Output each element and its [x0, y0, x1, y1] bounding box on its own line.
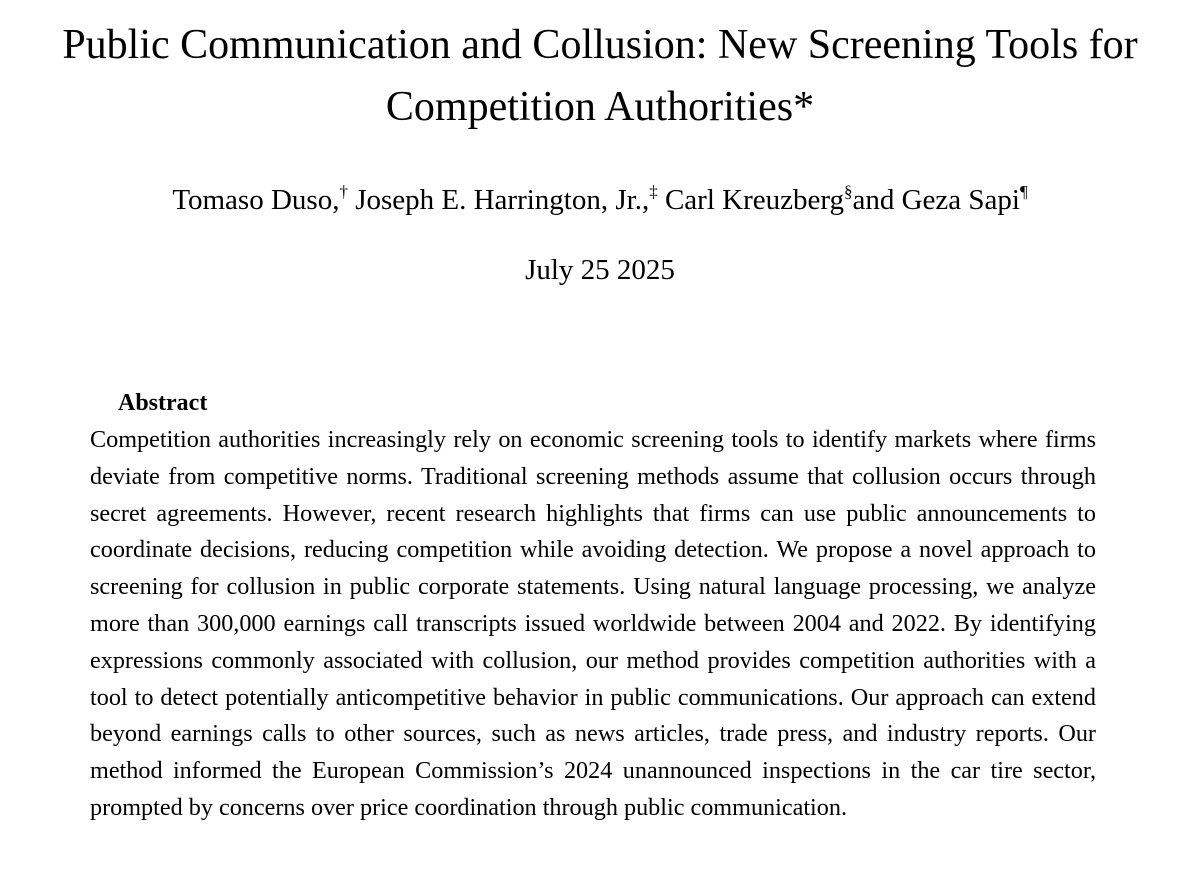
- abstract-text: Competition authorities increasingly rely on economic screening tools to identify markets where firms deviate from competitive norms. Traditional screening methods assume that collusion occurs through secret agreements. However, recent research highlights that firms can use public announcements to coordinate decisions, reducing competition while avoiding detection. We propose a novel approach to screening for collusion in public corporate statements. Using natural language processing, we analyze more than 300,000 earnings call transcripts issued worldwide between 2004 and 2022. By identifying expressions commonly associated with collusion, our method provides competition authorities with a tool to detect potentially anticompetitive behavior in public communications. Our approach can extend beyond earnings calls to other sources, such as news articles, trade press, and industry reports. Our method informed the European Commission’s 2024 unannounced inspections in the car tire sector, prompted by concerns over price coordination through public communication.: [90, 426, 1096, 821]
- author-footnote-mark: †: [339, 182, 348, 201]
- author-name: and Geza Sapi: [852, 184, 1020, 216]
- title-footnote-mark: *: [793, 84, 815, 130]
- author-name: Carl Kreuzberg: [664, 184, 844, 216]
- author-name: Joseph E. Harrington, Jr.,: [355, 184, 650, 216]
- abstract-heading: Abstract: [118, 390, 208, 416]
- author-footnote-mark: ‡: [649, 182, 658, 201]
- paper-title: [0, 14, 1200, 138]
- author-footnote-mark: ¶: [1019, 182, 1028, 201]
- paper-title-line-2: Competition Authorities: [385, 84, 794, 130]
- publication-date: July 25 2025: [525, 254, 675, 286]
- author-list: [0, 180, 1200, 220]
- author-name: Tomaso Duso,: [172, 184, 340, 216]
- author-footnote-mark: §: [843, 182, 853, 201]
- paper-title-line-1: Public Communication and Collusion: New Screening Tools for: [62, 22, 1138, 68]
